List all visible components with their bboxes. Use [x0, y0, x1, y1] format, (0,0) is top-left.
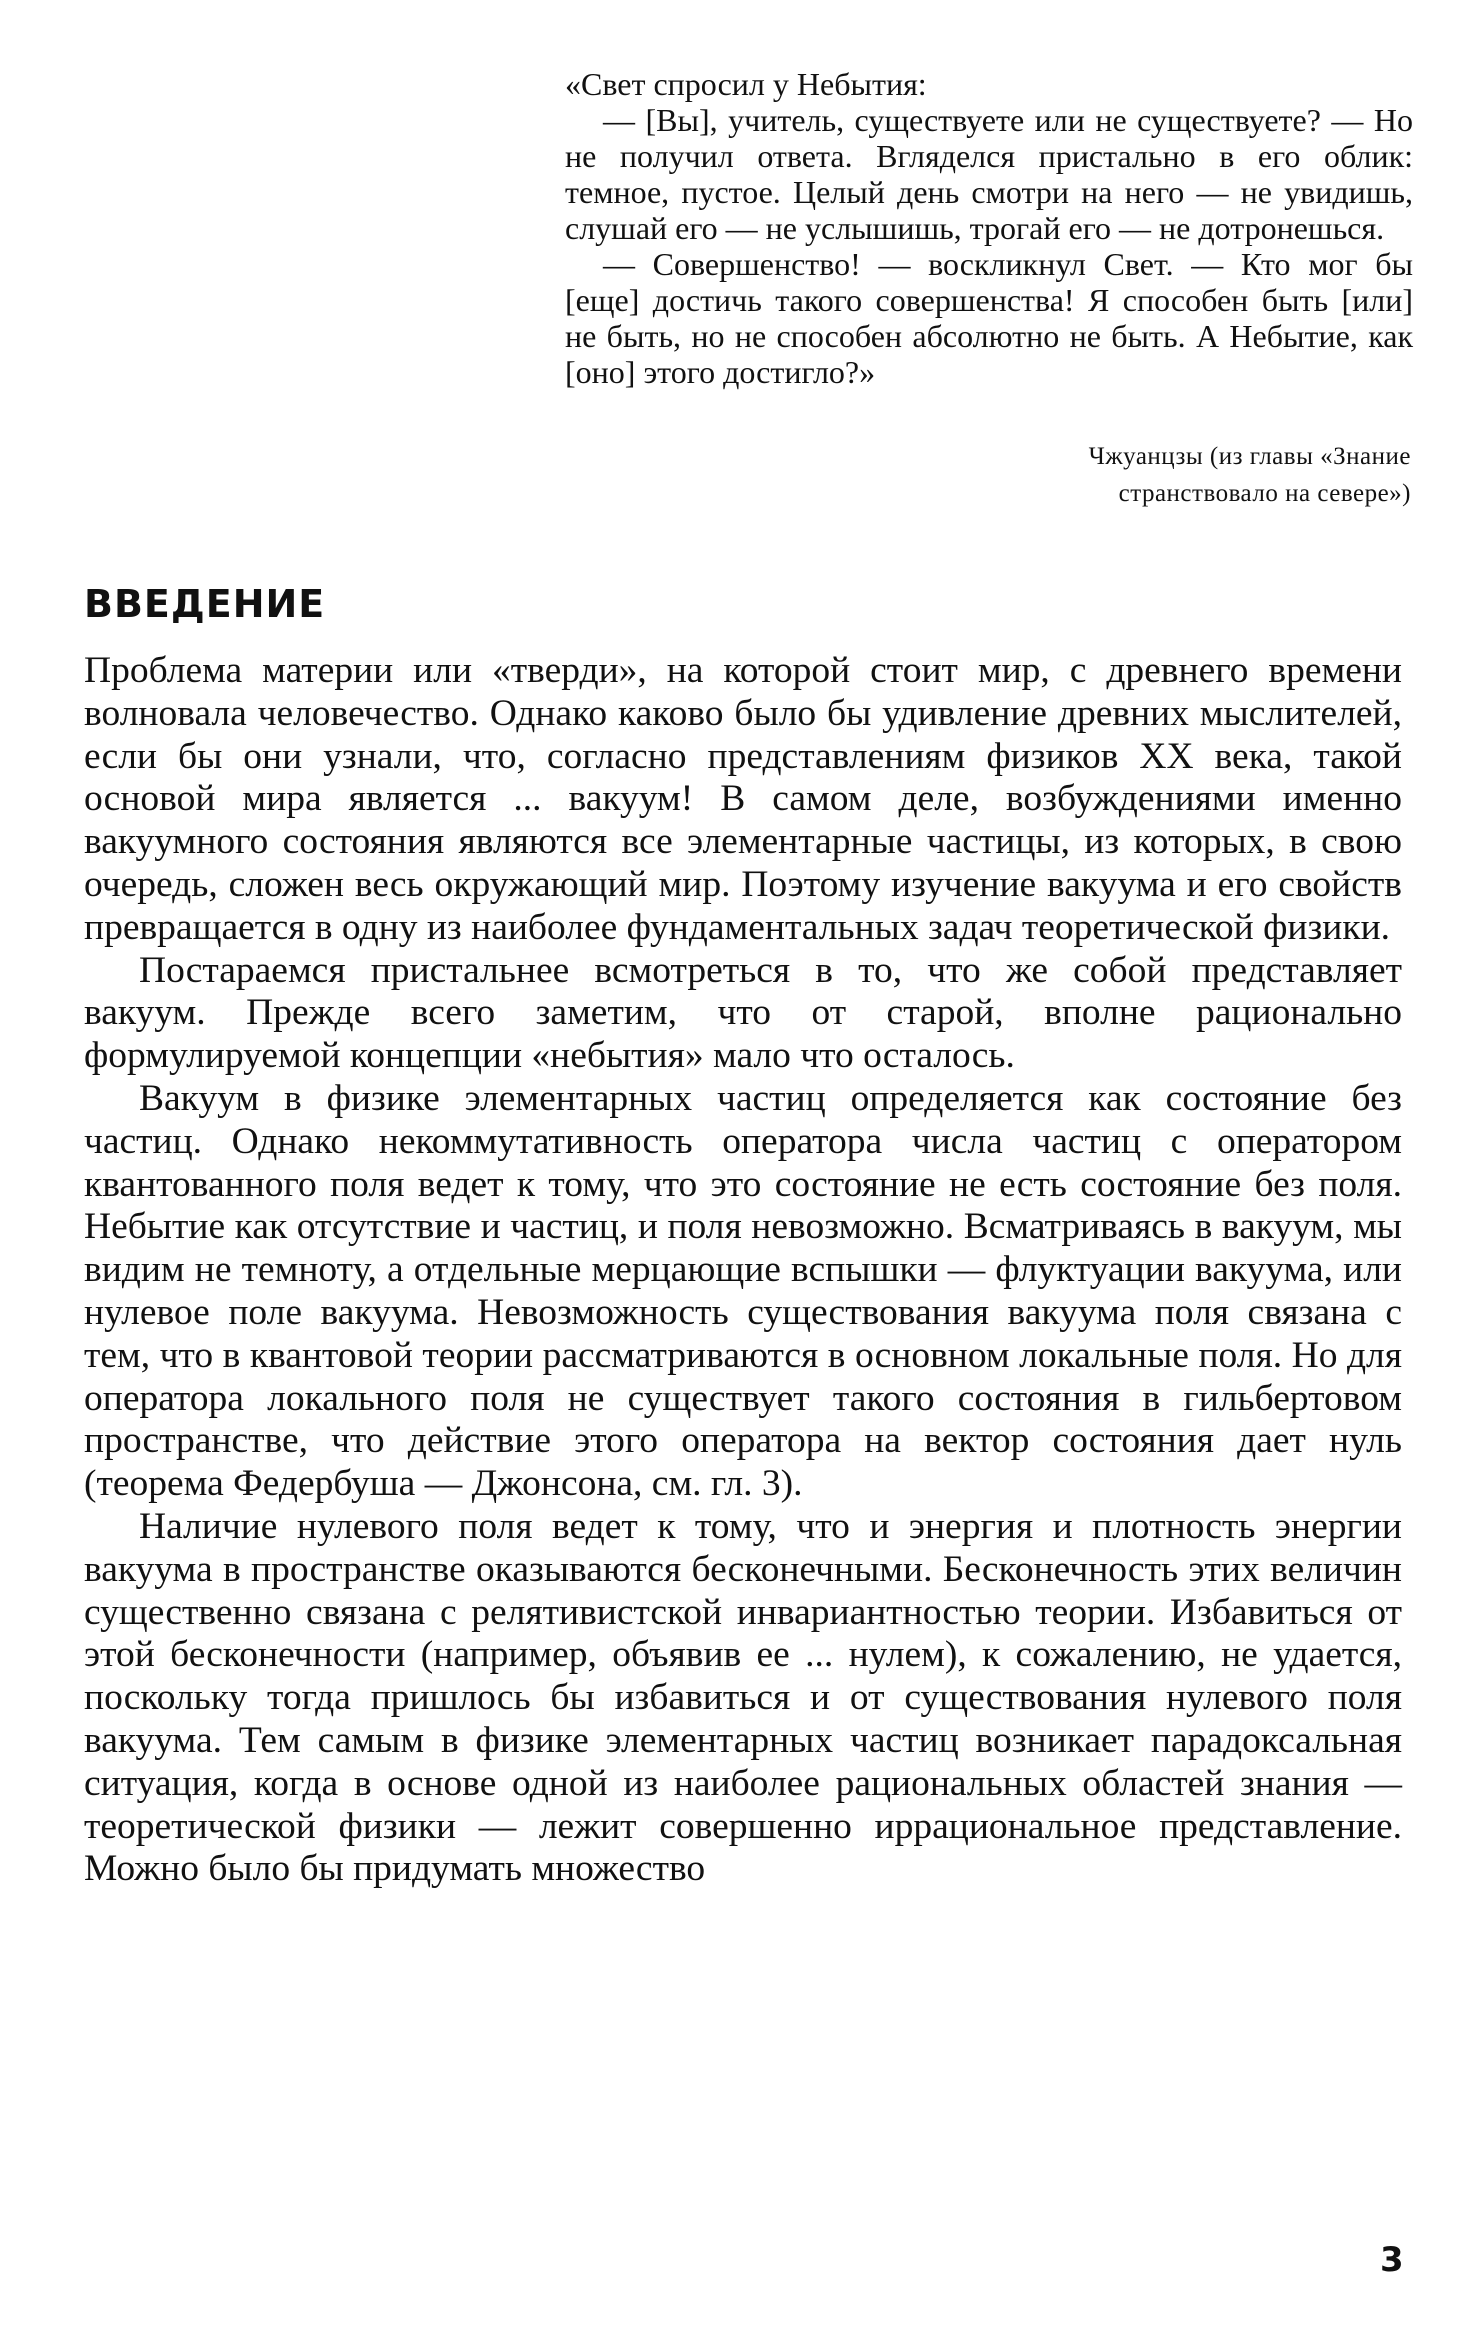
section-title: ВВЕДЕНИЕ [84, 582, 326, 626]
epigraph-attribution [891, 438, 1411, 512]
paragraph-4: Наличие нулевого поля ведет к тому, что и энергия и плотность энергии вакуума в пространстве оказываются бесконечными. Бесконечность этих величин существенно связана с релятивистской инвариантностью теории. Избавиться от этой бесконечности (например, объявив ее ... нулем), к сожалению, не удается, поскольку тогда пришлось бы избавиться и от существования нулевого поля вакуума. Тем самым в физике элементарных частиц возникает парадоксальная ситуация, когда в основе одной из наиболее рациональных областей знания — теоретической физики — лежит совершенно иррациональное представление. Можно было бы придумать множество [84, 1505, 1402, 1890]
body-text [84, 650, 1402, 1891]
epigraph-line-3: — Совершенство! — воскликнул Свет. — Кто мог бы [еще] достичь такого совершенства! Я способен быть [или] не быть, но не способен абсолютно не быть. А Небытие, как [оно] этого достигло?» [565, 246, 1413, 390]
paragraph-3: Вакуум в физике элементарных частиц определяется как состояние без частиц. Однако некоммутативность оператора числа частиц с оператором квантованного поля ведет к тому, что это состояние не есть состояние без поля. Небытие как отсутствие и частиц, и поля невозможно. Всматриваясь в вакуум, мы видим не темноту, а отдельные мерцающие вспышки — флуктуации вакуума, или нулевое поле вакуума. Невозможность существования вакуума поля связана с тем, что в квантовой теории рассматриваются в основном локальные поля. Но для оператора локального поля не существует такого состояния в гильбертовом пространстве, что действие этого оператора на вектор состояния дает нуль (теорема Федербуша — Джонсона, см. гл. 3). [84, 1077, 1402, 1505]
page-number: 3 [1380, 2240, 1404, 2280]
epigraph-line-1: «Свет спросил у Небытия: [565, 66, 927, 102]
paragraph-1: Проблема материи или «тверди», на которой стоит мир, с древнего времени волновала человечество. Однако каково было бы удивление древних мыслителей, если бы они узнали, что, согласно представлениям физиков XX века, такой основой мира является ... вакуум! В самом деле, возбуждениями именно вакуумного состояния являются все элементарные частицы, из которых, в свою очередь, сложен весь окружающий мир. Поэтому изучение вакуума и его свойств превращается в одну из наиболее фундаментальных задач теоретической физики. [84, 650, 1402, 948]
attribution-line-2: странствовало на севере») [1118, 480, 1411, 507]
epigraph-line-2: — [Вы], учитель, существуете или не существуете? — Но не получил ответа. Вгляделся пристально в его облик: темное, пустое. Целый день смотри на него — не увидишь, слушай его — не услышишь, трогай его — не дотронешься. [565, 102, 1413, 246]
attribution-line-1: Чжуанцзы (из главы «Знание [1088, 443, 1411, 470]
paragraph-2: Постараемся пристальнее всмотреться в то, что же собой представляет вакуум. Прежде всего заметим, что от старой, вполне рационально формулируемой концепции «небытия» мало что осталось. [84, 949, 1402, 1077]
epigraph [565, 66, 1413, 390]
